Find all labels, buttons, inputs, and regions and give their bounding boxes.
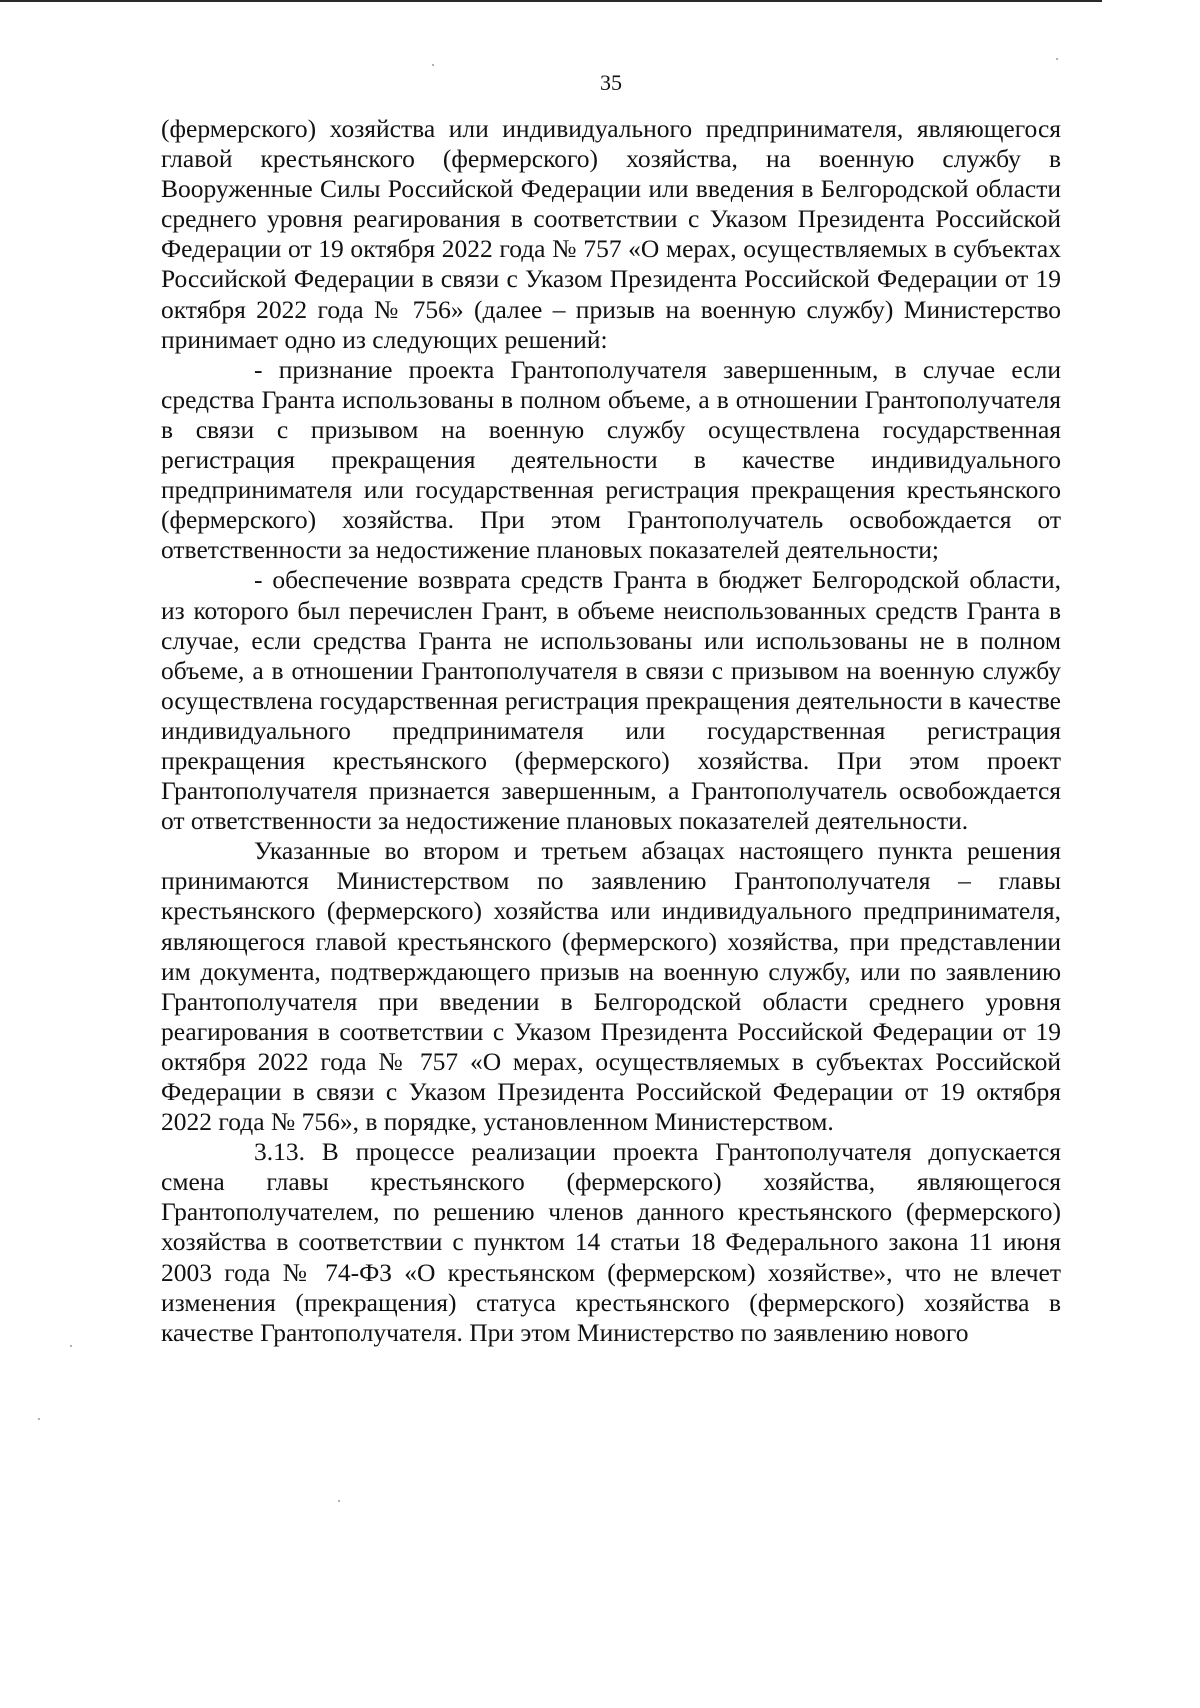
- page-number: 35: [600, 70, 622, 95]
- page-top-edge: [0, 0, 1102, 2]
- paragraph-decisions: Указанные во втором и третьем абзацах настоящего пункта решения принимаются Министерством по заявлению Грантополучателя – главы крестьянского (фермерского) хозяйства или индивидуального предпринимателя, являющегося главой крестьянского (фермерского) хозяйства, при представлении им документа, подтверждающего призыв на военную службу, или по заявлению Грантополучателя при введении в Белгородской области среднего уровня реагирования в соответствии с Указом Президента Российской Федерации от 19 октября 2022 года № 757 «О мерах, осуществляемых в субъектах Российской Федерации в связи с Указом Президента Российской Федерации от 19 октября 2022 года № 756», в порядке, установленном Министерством.: [161, 836, 1061, 1137]
- scan-speck: [38, 1418, 40, 1420]
- list-item-refund: - обеспечение возврата средств Гранта в бюджет Белгородской области, из которого был перечислен Грант, в объеме неиспользованных средств Гранта в случае, если средства Гранта не использованы или использованы не в полном объеме, а в отношении Грантополучателя в связи с призывом на военную службу осуществлена государственная регистрация прекращения деятельности в качестве индивидуального предпринимателя или государственная регистрация прекращения крестьянского (фермерского) хозяйства. При этом проект Грантополучателя признается завершенным, а Грантополучатель освобождается от ответственности за недостижение плановых показателей деятельности.: [161, 565, 1061, 836]
- list-item-completion: - признание проекта Грантополучателя завершенным, в случае если средства Гранта использованы в полном объеме, а в отношении Грантополучателя в связи с призывом на военную службу осуществлена государственная регистрация прекращения деятельности в качестве индивидуального предпринимателя или государственная регистрация прекращения крестьянского (фермерского) хозяйства. При этом Грантополучатель освобождается от ответственности за недостижение плановых показателей деятельности;: [161, 354, 1061, 565]
- paragraph-section-3-13: 3.13. В процессе реализации проекта Грантополучателя допускается смена главы крестьянского (фермерского) хозяйства, являющегося Грантополучателем, по решению членов данного крестьянского (фермерского) хозяйства в соответствии с пунктом 14 статьи 18 Федерального закона 11 июня 2003 года № 74-ФЗ «О крестьянском (фермерском) хозяйстве», что не влечет изменения (прекращения) статуса крестьянского (фермерского) хозяйства в качестве Грантополучателя. При этом Министерство по заявлению нового: [161, 1137, 1061, 1347]
- scan-speck: [338, 1500, 340, 1502]
- paragraph-continuation: (фермерского) хозяйства или индивидуального предпринимателя, являющегося главой крестьянского (фермерского) хозяйства, на военную службу в Вооруженные Силы Российской Федерации или введения в Белгородской области среднего уровня реагирования в соответствии с Указом Президента Российской Федерации от 19 октября 2022 года № 757 «О мерах, осуществляемых в субъектах Российской Федерации в связи с Указом Президента Российской Федерации от 19 октября 2022 года № 756» (далее – призыв на военную службу) Министерство принимает одно из следующих решений:: [161, 114, 1061, 354]
- scan-speck: [1056, 58, 1058, 60]
- scan-speck: [432, 64, 434, 66]
- scan-speck: [70, 1345, 72, 1347]
- document-body: [161, 114, 1061, 1348]
